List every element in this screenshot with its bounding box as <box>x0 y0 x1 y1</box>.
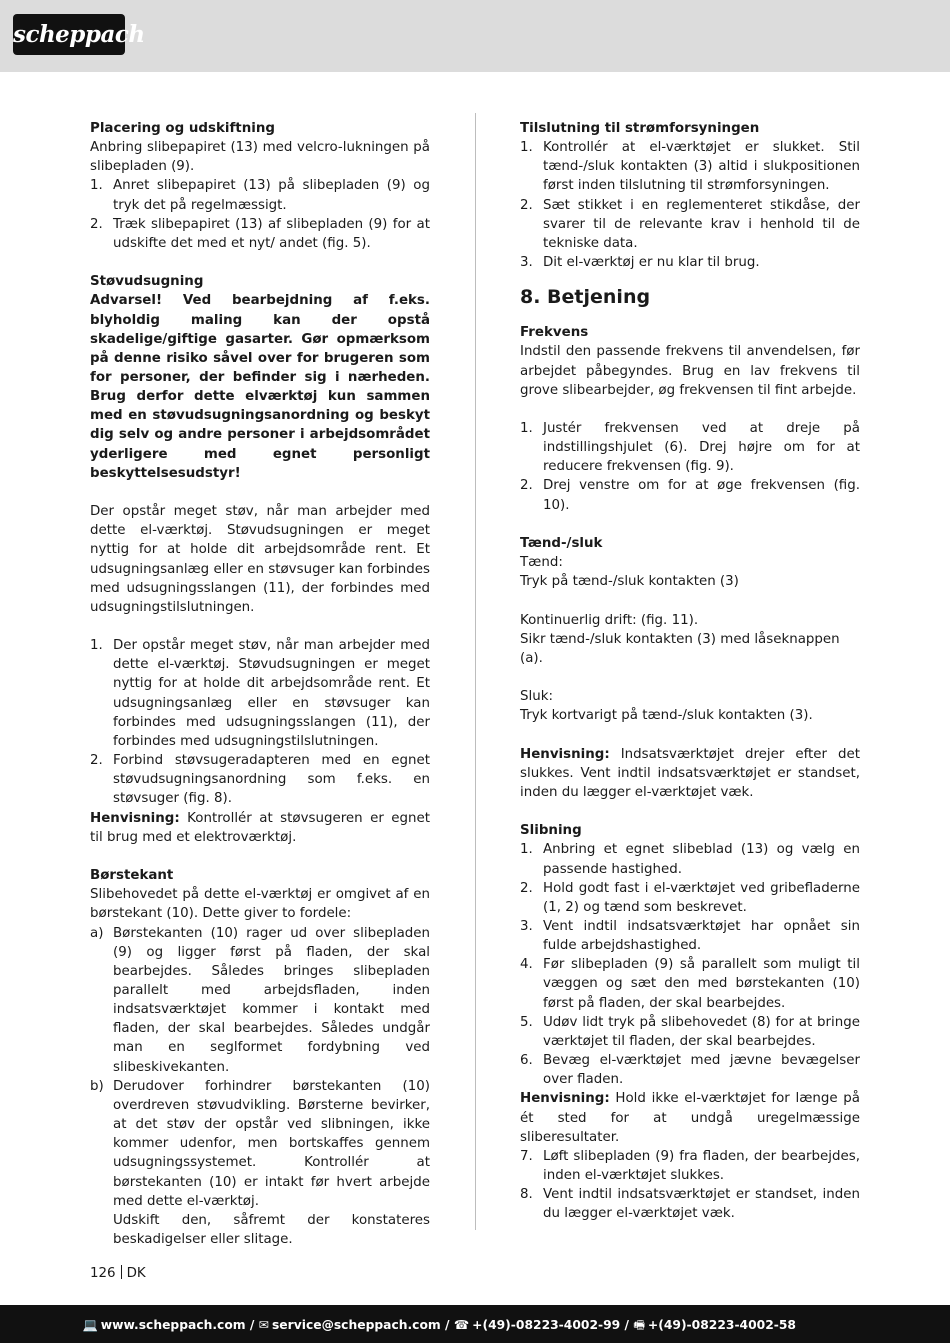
numbered-list <box>520 138 860 272</box>
list-item: 1. Der opstår meget støv, når man arbejder med dette el-værktøj. Støvudsugningen er meget nyttig for at holde dit arbejdsområde rent. Et udsugningsanlæg eller en støvsuger kan forbindes med udsugningsslangen (11), der forbindes med udsugningstilslutningen. <box>90 638 430 749</box>
numbered-list <box>520 1147 860 1224</box>
footer-web-link[interactable]: www.scheppach.com <box>100 1318 246 1332</box>
warning-text: Advarsel! Ved bearbejdning af f.eks. blyholdig maling kan der opstå skadelige/giftige gasarter. Gør opmærksom på denne risiko såvel over for brugeren som for personer, der befinder sig i nærheden. Brug derfor dette elværktøj kun sammen med en støvudsugningsanordning og beskyt dig selv og andre personer i arbejdsområdet yderligere med egnet personligt beskyttelsesudstyr! <box>90 293 430 481</box>
list-item: 2. Hold godt fast i el-værktøjet ved gribefladerne (1, 2) og tænd som beskrevet. <box>520 880 860 915</box>
note-paragraph: Henvisning: Indsatsværktøjet drejer efter det slukkes. Vent indtil indsatsværktøjet er standset, inden du lægger el-værktøjet væk. <box>520 746 860 800</box>
left-column <box>90 119 430 1249</box>
column-divider <box>475 113 476 1230</box>
paragraph: Indstil den passende frekvens til anvendelsen, før arbejdet påbegyndes. Brug en lav frekvens til grove slibearbejder, øg frekvensen til fint arbejde. <box>520 344 860 398</box>
list-item: 2. Træk slibepapiret (13) af slibepladen (9) for at udskifte det med et nyt/ andet (fig. 5). <box>90 216 430 251</box>
list-item: 4. Før slibepladen (9) så parallelt som muligt til væggen og sæt den med børstekanten (10) først på fladen, der skal bearbejdes. <box>520 957 860 1011</box>
section-heading-slibning: Slibning <box>520 823 582 839</box>
numbered-list <box>90 636 430 808</box>
right-column <box>520 119 860 1224</box>
text-line: Sikr tænd-/sluk kontakten (3) med låseknappen (a). <box>520 631 840 666</box>
list-item: 3. Vent indtil indsatsværktøjet har opnået sin fulde arbejdshastighed. <box>520 919 860 954</box>
numbered-list <box>90 176 430 253</box>
paragraph: Anbring slibepapiret (13) med velcro-lukningen på slibepladen (9). <box>90 140 430 175</box>
list-item: 3. Dit el-værktøj er nu klar til brug. <box>520 255 760 271</box>
text-line: Tryk kortvarigt på tænd-/sluk kontakten (3). <box>520 708 813 724</box>
footer-bar <box>0 1305 950 1343</box>
footer-fax: +(49)-08223-4002-58 <box>647 1318 796 1332</box>
paragraph: Slibehovedet på dette el-værktøj er omgivet af en børstekant (10). Dette giver to fordele: <box>90 887 430 922</box>
phone-icon: ☎ <box>453 1318 470 1332</box>
list-item: 2. Drej venstre om for at øge frekvensen (fig. 10). <box>520 478 860 513</box>
list-item: 1. Anret slibepapiret (13) på slibepladen (9) og tryk det på regelmæssigt. <box>90 178 430 213</box>
mail-icon: ✉ <box>258 1318 269 1332</box>
paragraph: Udskift den, såfremt der konstateres beskadigelser eller slitage. <box>113 1212 430 1247</box>
list-item: 1. Anbring et egnet slibeblad (13) og vælg en passende hastighed. <box>520 842 860 877</box>
list-item: 1. Justér frekvensen ved at dreje på indstillingshjulet (6). Drej højre om for at reducere frekvensen (fig. 9). <box>520 421 860 475</box>
section-heading-taend-sluk: Tænd-/sluk <box>520 535 603 551</box>
section-heading-frekvens: Frekvens <box>520 325 589 341</box>
footer-contact: 💻 www.scheppach.com / ✉ service@scheppach.com / ☎ +(49)-08223-4002-99 / 🖷 +(49)-08223-4002-58 <box>82 1318 796 1332</box>
section-heading-stovudsugning: Støvudsugning <box>90 274 204 290</box>
list-item: 1. Kontrollér at el-værktøjet er slukket. Stil tænd-/sluk kontakten (3) altid i slukpositionen først inden tilslutning til strømforsyningen. <box>520 140 860 194</box>
section-heading-borstekant: Børstekant <box>90 868 174 884</box>
footer-email-link[interactable]: service@scheppach.com <box>271 1318 441 1332</box>
computer-icon: 💻 <box>82 1318 98 1332</box>
header-band <box>0 0 950 72</box>
list-item: b) Derudover forhindrer børstekanten (10) overdreven støvudvikling. Børsterne bevirker, at det støv der opstår ved slibningen, ikke kommer udenfor, men bortskaffes gennem udsugningssystemet. Kontrollér at børstekanten (10) er intakt før hvert arbejde med dette el-værktøj. <box>90 1078 430 1209</box>
section-heading-tilslutning: Tilslutning til strømforsyningen <box>520 121 760 136</box>
text-line: Kontinuerlig drift: (fig. 11). <box>520 612 699 628</box>
list-item: 7. Løft slibepladen (9) fra fladen, der bearbejdes, inden el-værktøjet slukkes. <box>520 1148 860 1184</box>
footer-phone: +(49)-08223-4002-99 <box>472 1318 621 1332</box>
text-line: Tænd: <box>520 555 563 571</box>
lettered-list <box>90 924 430 1211</box>
list-item: 6. Bevæg el-værktøjet med jævne bevægelser over fladen. <box>520 1053 860 1088</box>
text-line: Sluk: <box>520 689 553 705</box>
list-item: 2. Sæt stikket i en reglementeret stikdåse, der svarer til de relevante krav i henhold til de tekniske data. <box>520 197 860 251</box>
list-item: 5. Udøv lidt tryk på slibehovedet (8) for at bringe værktøjet til fladen, der skal bearbejdes. <box>520 1014 860 1049</box>
list-item: 2. Forbind støvsugeradapteren med en egnet støvudsugningsanordning som f.eks. en støvsuger (fig. 8). <box>90 753 430 807</box>
paragraph: Der opstår meget støv, når man arbejder med dette el-værktøj. Støvudsugningen er meget nyttig for at holde dit arbejdsområde rent. Et udsugningsanlæg eller en støvsuger kan forbindes med udsugningsslangen (11), der forbindes med udsugningstilslutningen. <box>90 504 430 615</box>
numbered-list <box>520 840 860 1089</box>
note-paragraph: Henvisning: Kontrollér at støvsugeren er egnet til brug med et elektroværktøj. <box>90 810 430 845</box>
list-item: 8. Vent indtil indsatsværktøjet er standset, inden du lægger el-værktøjet væk. <box>520 1187 860 1222</box>
section-heading-placering: Placering og udskiftning <box>90 121 275 136</box>
chapter-heading: 8. Betjening <box>520 286 651 309</box>
note-paragraph: Henvisning: Hold ikke el-værktøjet for længe på ét sted for at undgå uregelmæssige sliberesultater. <box>520 1091 860 1145</box>
text-line: Tryk på tænd-/sluk kontakten (3) <box>520 574 739 590</box>
numbered-list <box>520 419 860 515</box>
fax-icon: 🖷 <box>633 1318 645 1332</box>
list-item: a) Børstekanten (10) rager ud over slibepladen (9) og ligger først på fladen, der skal bearbejdes. Således bringes slibepladen parallelt med arbejdsfladen, inden indsatsværktøjet kommer i kontakt med fladen, der skal bearbejdes. Således undgår man en seglformet fordybning ved slibeskivekanten. <box>90 925 430 1075</box>
page-number: 126 DK <box>90 1266 146 1281</box>
brand-logo: scheppach <box>13 14 125 55</box>
